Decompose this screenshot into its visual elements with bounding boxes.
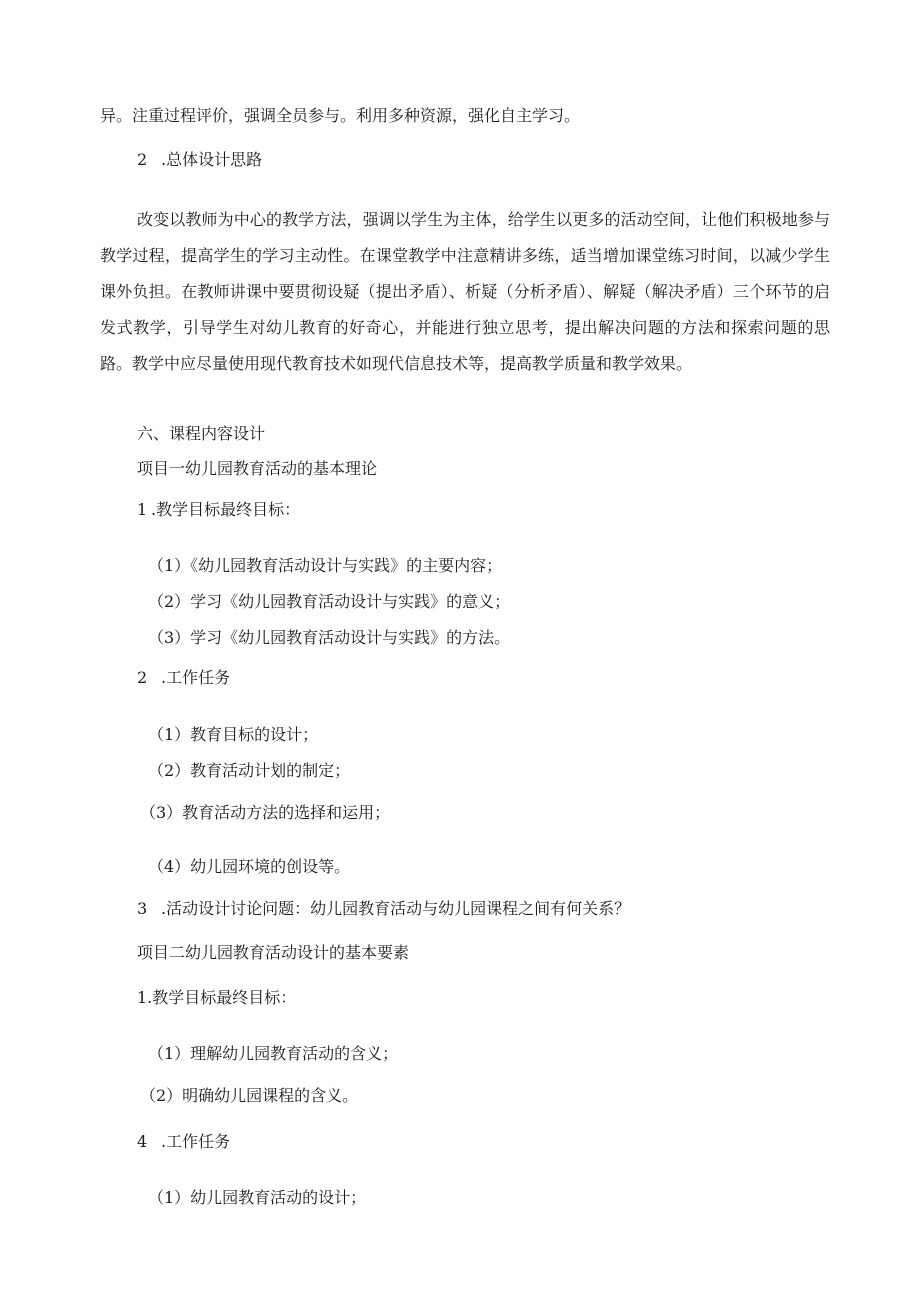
list-item: （2）明确幼儿园课程的含义。 (140, 1086, 359, 1105)
section-heading (137, 899, 630, 919)
section-number: 2 (137, 668, 148, 687)
body-paragraph: 改变以教师为中心的教学方法，强调以学生为主体，给学生以更多的活动空间，让他们积极地参与教学过程，提高学生的学习主动性。在课堂教学中注意精讲多练，适当增加课堂练习时间，以减少学生课外负担。在教师讲课中要贯彻设疑（提出矛盾）、析疑（分析矛盾）、解疑（解决矛盾）三个环节的启发式教学，引导学生对幼儿教育的好奇心，并能进行独立思考，提出解决问题的方法和探索问题的思路。教学中应尽量使用现代教育技术如现代信息技术等，提高教学质量和教学效果。 (100, 210, 830, 373)
section-title: .工作任务 (161, 668, 231, 687)
list-item: （2）教育活动计划的制定； (148, 761, 351, 780)
list-item: （2）学习《幼儿园教育活动设计与实践》的意义； (148, 592, 511, 611)
section-number: 1 (137, 500, 148, 519)
section-title: .活动设计讨论问题：幼儿园教育活动与幼儿园课程之间有何关系？ (161, 899, 631, 918)
list-item: （1）幼儿园教育活动的设计； (148, 1188, 367, 1207)
section-number: 2 (137, 150, 148, 169)
section-number: 4 (137, 1132, 148, 1151)
section-heading (137, 500, 300, 520)
list-item: （1）教育目标的设计； (148, 725, 319, 744)
text-line: 异。注重过程评价，强调全员参与。利用多种资源，强化自主学习。 (100, 106, 581, 125)
list-item: （3）教育活动方法的选择和运用； (140, 803, 391, 822)
section-title: .总体设计思路 (161, 150, 263, 169)
list-item: （3）学习《幼儿园教育活动设计与实践》的方法。 (148, 628, 511, 647)
section-heading: 1.教学目标最终目标： (137, 988, 297, 1007)
chapter-heading: 六、课程内容设计 (137, 424, 266, 443)
section-heading (137, 150, 262, 170)
list-item: （1）《幼儿园教育活动设计与实践》的主要内容； (148, 556, 503, 575)
section-title: .教学目标最终目标： (151, 500, 301, 519)
section-title: .工作任务 (161, 1132, 231, 1151)
section-heading (137, 1132, 230, 1152)
list-item: （1）理解幼儿园教育活动的含义； (148, 1044, 399, 1063)
section-number: 3 (137, 899, 148, 918)
list-item: （4）幼儿园环境的创设等。 (148, 857, 351, 876)
project-title: 项目二幼儿园教育活动设计的基本要素 (137, 943, 410, 962)
section-heading (137, 668, 230, 688)
project-title: 项目一幼儿园教育活动的基本理论 (137, 459, 378, 478)
